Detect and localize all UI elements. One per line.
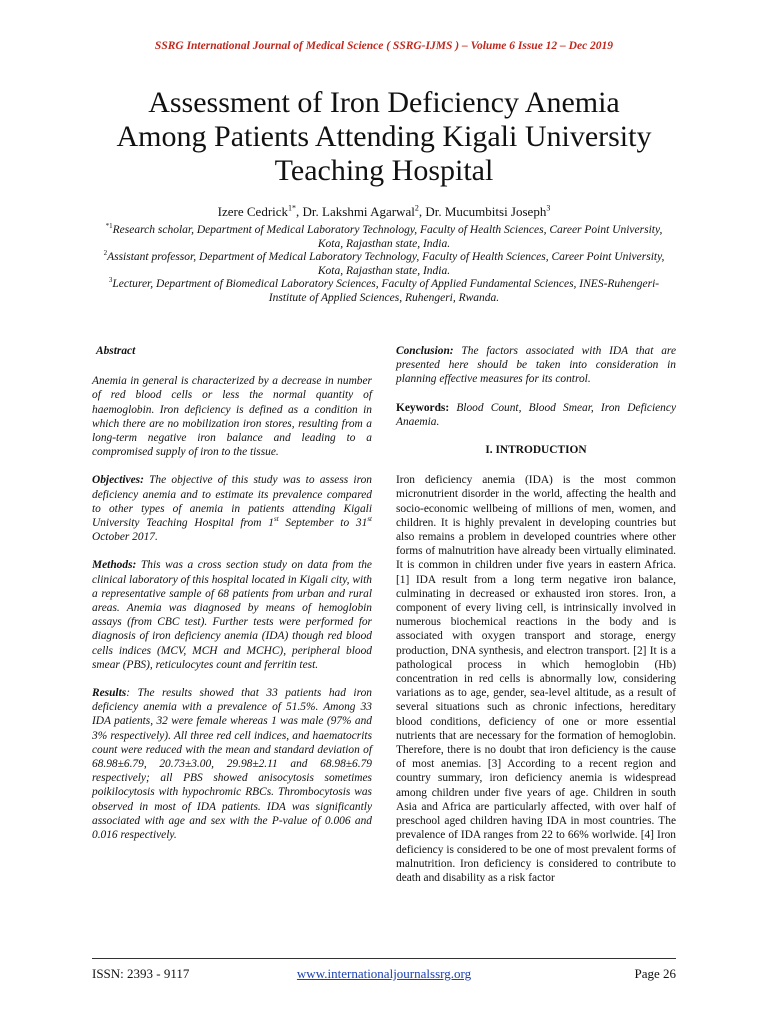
introduction-text: Iron deficiency anemia (IDA) is the most common micronutrient disorder in the world, affecting the health and socio-economic wellbeing of millions of men, women, and children. It is highly prevalent in developing countries but also remains a problem in developed countries where other forms of malnutrition have already been virtually eliminated. It is common in children under five years in eastern Africa. [1] IDA result from a long term negative iron balance, culminating in decreased or exhausted iron stores. Iron, a component of every living cell, is intrinsically involved in numerous biochemical reactions in the body and is associated with oxygen transport and storage, energy production, DNA synthesis, and electron transport. [2] It is a pathological process in which hemoglobin (Hb) concentration in red cells is abnormally low, considering variations as to age, gender, sea-level altitude, as a result of several situations such as chronic infections, hereditary blood conditions, deficiency of one or more essential nutrients that are necessary for the formation of hemoglobin. Therefore, there is no doubt that iron deficiency is the cause of most anemias. [3] According to a recent region and country summary, iron deficiency anemia is widespread among children under five years of age. Children in south Asia and Africa are particularly affected, with over half of preschool aged children having IDA in most countries. The prevalence of IDA ranges from 22 to 66% worlwide. [4] Iron deficiency is considered to be one of most prevalent forms of malnutrition. Iron deficiency is considered to contribute to death and disability as a risk factor	[396, 474, 676, 884]
author-name: Izere Cedrick	[217, 204, 289, 219]
author-sup: 1*	[288, 203, 297, 213]
affiliation-sup: 3	[108, 276, 113, 285]
abstract-objectives	[92, 473, 372, 544]
author-list: Izere Cedrick$^{1*}$, Dr. Lakshmi Agarwal$^2$, Dr. Mucumbitsi Joseph$^3$	[217, 203, 551, 219]
methods-text: This was a cross section study on data from the clinical laboratory of this hospital located in Kigali city, with a representative sample of 68 patients from urban and rural areas. Anemia was diagnosed by means of hemoglobin assays (from CBC test). Further tests were performed for diagnosis of iron deficiency anemia (IDA) though red blood cells indices (MCV, MCH and MCHC), peripheral blood smear (PBS), reticulocytes count and ferritin test.	[92, 559, 372, 671]
conclusion-label: Conclusion:	[396, 345, 454, 357]
author-sup: 2	[414, 203, 419, 213]
right-column	[396, 344, 676, 899]
methods-label: Methods:	[92, 559, 137, 572]
objectives-text-c: October 2017.	[92, 531, 158, 544]
conclusion-text: The factors associated with IDA that are presented here should be taken into consideration in planning effective measures for its control.	[396, 345, 676, 386]
footer-page-number: Page 26	[634, 966, 676, 981]
affiliation	[92, 278, 676, 305]
affiliation-text: Assistant professor, Department of Medical Laboratory Technology, Faculty of Health Sciences, Career Point University, Kota, Rajasthan state, India.	[107, 251, 665, 277]
footer-url-link[interactable]: www.internationaljournalssrg.org	[296, 966, 472, 981]
title-line-2: Among Patients Attending Kigali University	[116, 120, 652, 153]
author-name: Dr. Mucumbitsi Joseph	[425, 204, 547, 219]
paper-title	[60, 86, 708, 188]
affiliation-sup: *1	[105, 222, 113, 231]
introduction-heading: I. INTRODUCTION	[485, 444, 587, 457]
affiliation-text: Research scholar, Department of Medical Laboratory Technology, Faculty of Health Sciences, Career Point University, Kota, Rajasthan state, India.	[112, 224, 663, 250]
objectives-sup-2: st	[367, 515, 372, 524]
footer-issn: ISSN: 2393 - 9117	[92, 966, 190, 981]
results-label: Results	[92, 687, 127, 700]
abstract-results	[92, 686, 372, 842]
title-line-3: Teaching Hospital	[274, 154, 494, 187]
keywords	[396, 401, 676, 429]
results-text: : The results showed that 33 patients had iron deficiency anemia with a prevalence of 51.5%. Among 33 IDA patients, 32 were female whereas 1 was male (97% and 3% respectively). All three red cell indices, and haematocrits count were reduced with the mean and standard deviation of 68.98±6.79, 20.73±3.00, 29.98±2.11 and 68.98±6.79 respectively; all PBS showed anisocytosis sometimes poikilocytosis with hypochromic RBCs. Thrombocytosis was observed in most of IDA patients. IDA was significantly associated with age and sex with the P-value of 0.006 and 0.016 respectively.	[92, 687, 372, 842]
abstract-heading: Abstract	[96, 345, 136, 357]
abstract-methods	[92, 558, 372, 672]
objectives-text-a: The objective of this study was to assess iron deficiency anemia and to estimate its prevalence compared to other types of anemia in patients attending Kigali University Teaching Hospital from 1	[92, 474, 372, 530]
abstract-intro: Anemia in general is characterized by a decrease in number of red blood cells or less the normal quantity of haemoglobin. Iron deficiency is defined as a condition in which there are no mobilization iron stores, resulting from a long-term negative iron balance and leading to a compromised supply of iron to the tissue.	[92, 375, 372, 459]
title-line-1: Assessment of Iron Deficiency Anemia	[148, 86, 620, 119]
affiliation	[92, 224, 676, 251]
author-name: Dr. Lakshmi Agarwal	[302, 204, 415, 219]
page-footer	[92, 966, 676, 982]
journal-header: SSRG International Journal of Medical Science ( SSRG-IJMS ) – Volume 6 Issue 12 – Dec 2019	[154, 40, 614, 52]
keywords-text: Blood Count, Blood Smear, Iron Deficiency Anaemia.	[396, 401, 676, 428]
affiliation-sup: 2	[103, 249, 108, 258]
objectives-label: Objectives:	[92, 474, 144, 487]
footer-divider	[92, 958, 676, 959]
affiliation-text: Lecturer, Department of Biomedical Laboratory Sciences, Faculty of Applied Fundamental Sciences, INES-Ruhengeri-Institute of Applied Sciences, Ruhengeri, Rwanda.	[112, 278, 660, 304]
affiliations	[92, 224, 676, 305]
objectives-text-b: September to 31	[278, 517, 368, 530]
left-column	[92, 344, 372, 856]
affiliation	[92, 251, 676, 278]
author-sup: 3	[546, 203, 551, 213]
keywords-label: Keywords:	[396, 401, 450, 414]
abstract-conclusion	[396, 344, 676, 387]
objectives-sup-1: st	[273, 515, 279, 524]
